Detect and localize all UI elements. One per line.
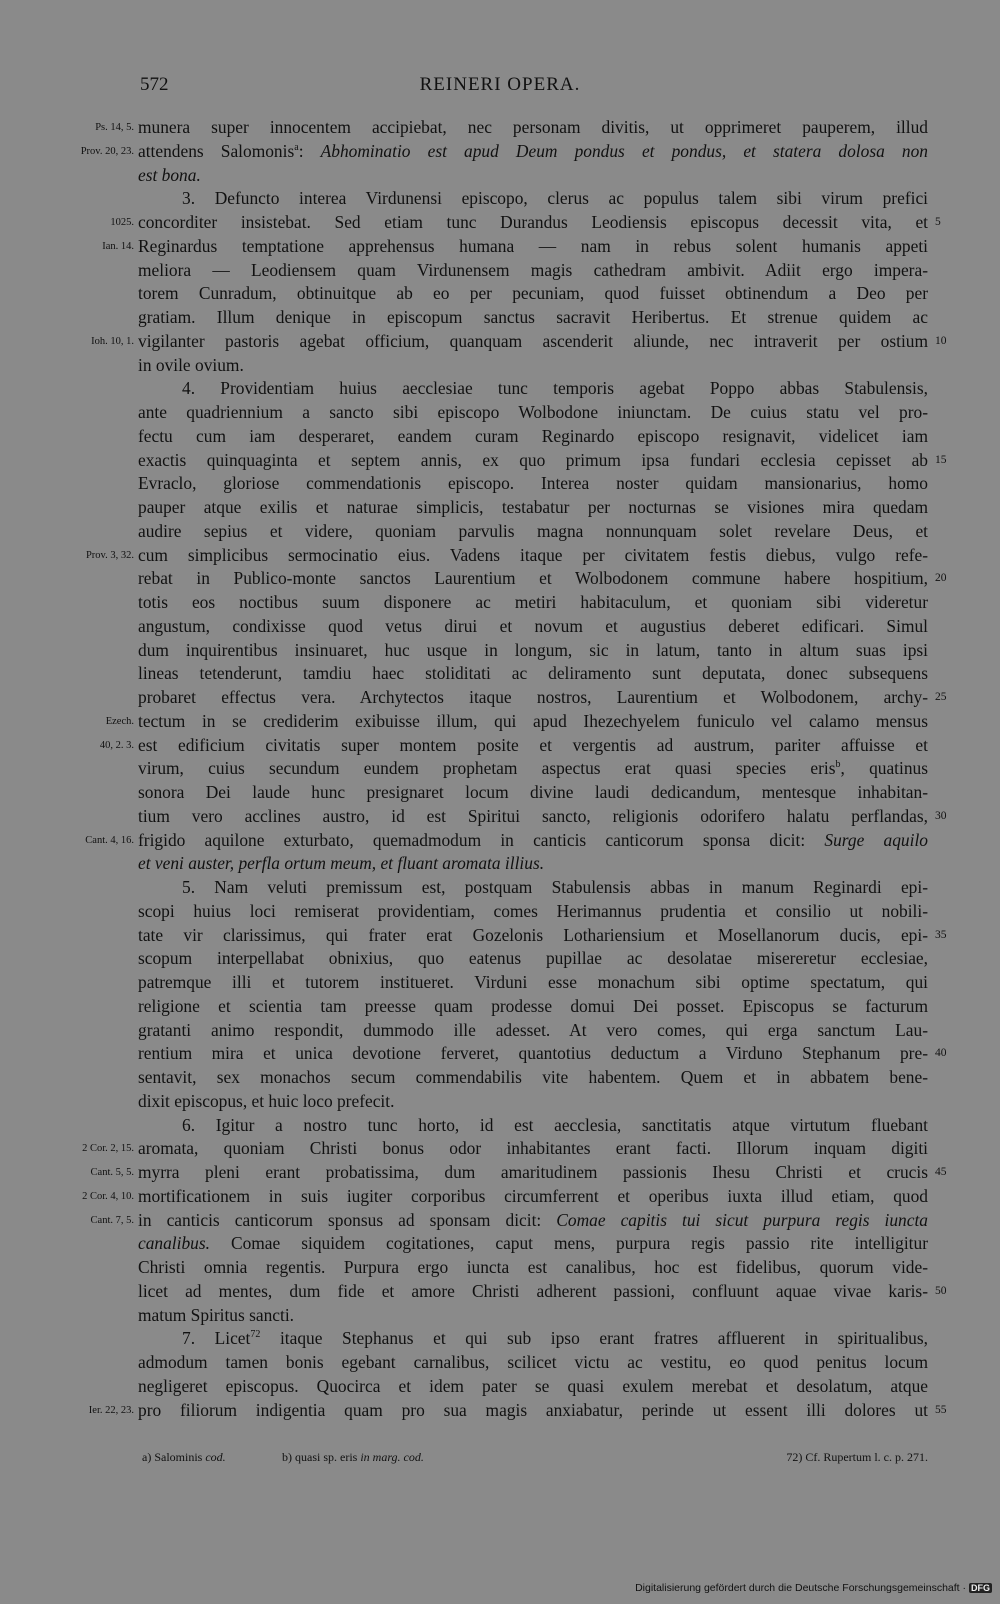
line-text bbox=[138, 520, 928, 544]
margin-citation: Ier. 22, 23. bbox=[88, 1404, 134, 1416]
line-text bbox=[182, 1114, 928, 1138]
text-segment: munera super innocentem accipiebat, nec personam divitis, ut opprimeret pauperem, illud bbox=[138, 117, 928, 137]
text-segment: audire sepius et videre, quoniam parvulis magna nonnunquam solet revelare Deus, et bbox=[138, 520, 928, 541]
text-line bbox=[0, 710, 1000, 734]
footnote-b: b) quasi sp. eris in marg. cod. bbox=[282, 1450, 424, 1464]
text-segment: negligeret episcopus. Quocirca et idem pater se quasi exulem merebat et desolatum, atque bbox=[138, 1375, 928, 1396]
text-line bbox=[0, 876, 1000, 900]
line-number: 15 bbox=[935, 453, 947, 466]
text-segment: fectu cum iam desperaret, eandem curam Reginardo episcopo resignavit, videlicet iam bbox=[138, 425, 928, 446]
line-text bbox=[138, 1066, 928, 1090]
text-line bbox=[0, 1375, 1000, 1399]
note-marker: b bbox=[835, 759, 841, 771]
line-text bbox=[138, 259, 928, 283]
text-segment: matum Spiritus sancti. bbox=[138, 1304, 295, 1325]
italic-quote: et veni auster, perfla ortum meum, et fluant aromata illius. bbox=[138, 853, 545, 874]
text-segment: licet ad mentes, dum fide et amore Christi adherent passioni, confluunt aquae vivae karis- bbox=[138, 1280, 928, 1301]
line-text bbox=[138, 805, 928, 829]
footnote-72: 72) Cf. Rupertum l. c. p. 271. bbox=[786, 1450, 928, 1464]
line-text bbox=[138, 164, 928, 188]
page-header bbox=[0, 74, 1000, 104]
digitization-footer bbox=[635, 1582, 992, 1594]
line-text bbox=[138, 544, 928, 568]
text-line bbox=[0, 1185, 1000, 1209]
note-marker: 72 bbox=[250, 1329, 261, 1341]
text-segment: angustum, condixisse quod vetus dirui et novum et augustius deberet edificari. Simul bbox=[138, 615, 928, 636]
line-text bbox=[138, 116, 928, 140]
text-segment: meliora — Leodiensem quam Virdunensem magis cathedram ambivit. Adiit ergo impera- bbox=[138, 259, 928, 280]
text-line bbox=[0, 211, 1000, 235]
text-segment: Reginardus temptatione apprehensus humana — nam in rebus solent humanis appeti bbox=[138, 235, 928, 256]
italic-quote: est bona. bbox=[138, 164, 201, 185]
line-text bbox=[138, 924, 928, 948]
line-text bbox=[182, 876, 928, 900]
text-line bbox=[0, 1066, 1000, 1090]
text-line bbox=[0, 282, 1000, 306]
text-segment: tate vir clarissimus, qui frater erat Gozelonis Lothariensium et Mosellanorum ducis, epi- bbox=[138, 924, 928, 945]
text-line bbox=[0, 116, 1000, 140]
line-text bbox=[138, 354, 928, 378]
text-line bbox=[0, 900, 1000, 924]
line-text bbox=[138, 662, 928, 686]
text-segment: sonora Dei laude hunc presignaret locum divine laudi dedicandum, mentesque inhabitan- bbox=[138, 782, 928, 802]
italic-quote: canalibus. bbox=[138, 1233, 210, 1254]
text-line bbox=[0, 662, 1000, 686]
text-line bbox=[0, 567, 1000, 591]
text-segment: rebat in Publico-monte sanctos Laurentium et Wolbodonem commune habere hospitium, bbox=[138, 568, 928, 589]
text-line bbox=[0, 449, 1000, 473]
note-marker: a bbox=[294, 141, 299, 153]
text-segment: exactis quinquaginta et septem annis, ex quo primum ipsa fundari ecclesia cepisset ab bbox=[138, 449, 928, 470]
line-text bbox=[138, 971, 928, 995]
text-segment: admodum tamen bonis egebant carnalibus, scilicet victu ac vestitu, eo quod penitus locum bbox=[138, 1352, 928, 1372]
text-segment: scopi huius loci remiserat providentiam, comes Herimannus prudentia et consilio ut nobili- bbox=[138, 900, 928, 921]
line-text bbox=[138, 330, 928, 354]
line-text bbox=[138, 947, 928, 971]
text-line bbox=[0, 187, 1000, 211]
margin-citation: 2 Cor. 2, 15. bbox=[82, 1143, 134, 1155]
text-line bbox=[0, 1399, 1000, 1423]
text-line bbox=[0, 140, 1000, 164]
text-segment: Comae siquidem cogitationes, caput mens, purpura regis passio rite intelligitur bbox=[209, 1233, 928, 1254]
line-number: 30 bbox=[935, 809, 947, 822]
line-text bbox=[138, 235, 928, 259]
text-segment: ante quadriennium a sancto sibi episcopo Wolbodone iniunctam. De cuius statu vel pro- bbox=[138, 402, 928, 422]
line-text bbox=[138, 1375, 928, 1399]
margin-citation: Ian. 14. bbox=[102, 240, 134, 252]
running-title: REINERI OPERA. bbox=[419, 74, 581, 95]
text-segment: Evraclo, gloriose commendationis episcopo. Interea noster quidam mansionarius, homo bbox=[138, 473, 928, 494]
line-text bbox=[138, 615, 928, 639]
text-line bbox=[0, 1042, 1000, 1066]
text-line bbox=[0, 1232, 1000, 1256]
line-text bbox=[138, 306, 928, 330]
margin-citation: Ioh. 10, 1. bbox=[91, 335, 134, 347]
text-segment: cum simplicibus sermocinatio eius. Vadens itaque per civitatem festis diebus, vulgo refe- bbox=[138, 544, 928, 565]
text-segment: vigilanter pastoris agebat officium, quanquam ascenderit aliunde, nec intraverit per ostium bbox=[138, 330, 928, 351]
text-segment: patremque illi et tutorem institueret. Virduni esse monachum sibi optime spectatum, qui bbox=[138, 972, 928, 992]
text-line bbox=[0, 354, 1000, 378]
line-text bbox=[138, 449, 928, 473]
text-line bbox=[0, 330, 1000, 354]
line-text bbox=[138, 472, 928, 496]
text-segment: est edificium civitatis super montem posite et vergentis ad austrum, pariter affuisse et bbox=[138, 734, 928, 755]
text-segment: torem Cunradum, obtinuitque ab eo per pecuniam, quod fuisset obtinendum a Deo per bbox=[138, 283, 928, 304]
text-segment: mortificationem in suis iugiter corporibus circumferrent et operibus iuxta illud etiam, quod bbox=[138, 1185, 928, 1206]
line-text bbox=[182, 187, 928, 211]
text-line bbox=[0, 829, 1000, 853]
margin-citation: Prov. 20, 23. bbox=[80, 145, 134, 157]
text-line bbox=[0, 805, 1000, 829]
text-segment: rentium mira et unica devotione ferveret, quantotius deductum a Virduno Stephanum pre- bbox=[138, 1043, 928, 1064]
line-text bbox=[138, 1042, 928, 1066]
text-segment: gratanti animo respondit, dummodo ille adesset. At vero comes, qui erga sanctum Lau- bbox=[138, 1019, 928, 1040]
text-segment: tectum in se crediderim exibuisse illum, qui apud Ihezechyelem funiculo vel calamo mensus bbox=[138, 710, 928, 731]
dfg-logo: DFG bbox=[971, 1583, 990, 1593]
line-text bbox=[138, 591, 928, 615]
line-text bbox=[138, 757, 928, 781]
text-line bbox=[0, 425, 1000, 449]
text-line bbox=[0, 852, 1000, 876]
line-text bbox=[138, 211, 928, 235]
text-segment: , quatinus bbox=[840, 758, 928, 779]
text-segment: dum inquirentibus insinuaret, huc usque in longum, sic in latum, tanto in altum suas ipsi bbox=[138, 639, 928, 660]
text-line bbox=[0, 924, 1000, 948]
line-text bbox=[138, 140, 928, 164]
line-text bbox=[138, 1399, 928, 1423]
line-text bbox=[138, 781, 928, 805]
text-segment: in ovile ovium. bbox=[138, 354, 244, 375]
line-text bbox=[138, 1351, 928, 1375]
line-text bbox=[138, 1185, 928, 1209]
line-text bbox=[138, 710, 928, 734]
text-segment: totis eos noctibus suum disponere ac metiri habitaculum, et quoniam sibi videretur bbox=[138, 592, 928, 612]
line-text bbox=[138, 734, 928, 758]
text-line bbox=[0, 235, 1000, 259]
margin-citation: Ezech. bbox=[105, 715, 134, 727]
text-line bbox=[0, 401, 1000, 425]
line-text bbox=[138, 567, 928, 591]
text-line bbox=[0, 496, 1000, 520]
text-line bbox=[0, 1280, 1000, 1304]
text-segment: tium vero acclines austro, id est Spiritui sancto, religionis odorifero halatu perflandas, bbox=[138, 805, 928, 826]
line-text bbox=[138, 1019, 928, 1043]
text-segment: frigido aquilone exturbato, quemadmodum in canticis canticorum sponsa dicit: bbox=[138, 829, 825, 850]
text-line bbox=[0, 781, 1000, 805]
text-line bbox=[0, 1114, 1000, 1138]
text-segment: gratiam. Illum denique in episcopum sanctus sacravit Heribertus. Et strenue quidem ac bbox=[138, 307, 928, 327]
line-text bbox=[138, 1304, 928, 1328]
text-segment: : bbox=[298, 140, 321, 161]
line-text bbox=[138, 829, 928, 853]
margin-citation: Prov. 3, 32. bbox=[85, 549, 134, 561]
line-number: 55 bbox=[935, 1403, 947, 1416]
line-text bbox=[138, 1280, 928, 1304]
margin-citation: 40, 2. 3. bbox=[99, 739, 134, 751]
text-line bbox=[0, 472, 1000, 496]
line-number: 50 bbox=[935, 1284, 947, 1297]
margin-citation: Cant. 7, 5. bbox=[90, 1214, 134, 1226]
italic-quote: Surge aquilo bbox=[824, 829, 928, 850]
text-segment: sentavit, sex monachos secum commendabilis vite habentem. Quem et in abbatem bene- bbox=[138, 1067, 928, 1087]
text-segment: religione et scientia tam preesse quam prodesse domui Dei posset. Episcopus se facturum bbox=[138, 995, 928, 1016]
line-text bbox=[138, 496, 928, 520]
text-segment: itaque Stephanus et qui sub ipso erant fratres affluerent in spiritualibus, bbox=[260, 1328, 928, 1349]
text-line bbox=[0, 1327, 1000, 1351]
text-line bbox=[0, 1256, 1000, 1280]
line-number: 5 bbox=[935, 216, 941, 228]
line-number: 35 bbox=[935, 928, 947, 941]
line-text bbox=[138, 282, 928, 306]
text-line bbox=[0, 259, 1000, 283]
line-text bbox=[182, 1327, 928, 1351]
text-line bbox=[0, 757, 1000, 781]
footnote-a: a) Salominis cod. bbox=[142, 1450, 226, 1464]
page-number: 572 bbox=[140, 74, 169, 95]
margin-citation: Cant. 4, 16. bbox=[85, 834, 134, 846]
text-line bbox=[0, 306, 1000, 330]
line-number: 25 bbox=[935, 691, 947, 703]
text-segment: lineas tetenderunt, tamdiu haec stoliditati ac deliramento sunt deputata, donec subsequens bbox=[138, 663, 928, 684]
text-body bbox=[0, 116, 1000, 1422]
line-text bbox=[138, 425, 928, 449]
text-segment: Christi omnia regentis. Purpura ergo iuncta est canalibus, hoc est fidelibus, quorum vide- bbox=[138, 1257, 928, 1277]
text-segment: attendens Salomonis bbox=[138, 140, 295, 161]
text-segment: concorditer insistebat. Sed etiam tunc Durandus Leodiensis episcopus decessit vita, et bbox=[138, 212, 928, 232]
text-line bbox=[0, 639, 1000, 663]
line-text bbox=[138, 1090, 928, 1114]
margin-citation: Cant. 5, 5. bbox=[90, 1167, 134, 1178]
text-line bbox=[0, 164, 1000, 188]
line-text bbox=[182, 377, 928, 401]
line-text bbox=[138, 1256, 928, 1280]
text-segment: in canticis canticorum sponsus ad sponsam dicit: bbox=[138, 1209, 557, 1230]
line-text bbox=[138, 900, 928, 924]
text-segment: 3. Defuncto interea Virdunensi episcopo, clerus ac populus talem sibi virum prefici bbox=[182, 188, 928, 209]
line-number: 10 bbox=[935, 334, 947, 347]
footer-text: Digitalisierung gefördert durch die Deutsche Forschungsgemeinschaft · bbox=[635, 1582, 966, 1594]
text-segment: scopum interpellabat obnixius, quo eatenus pupillae ac desolatae misereretur ecclesiae, bbox=[138, 948, 928, 969]
line-number: 45 bbox=[935, 1166, 947, 1178]
text-segment: 6. Igitur a nostro tunc horto, id est aecclesia, sanctitatis atque virtutum fluebant bbox=[182, 1114, 928, 1135]
text-segment: 4. Providentiam huius aecclesiae tunc temporis agebat Poppo abbas Stabulensis, bbox=[182, 378, 928, 399]
line-text bbox=[138, 852, 928, 876]
text-line bbox=[0, 686, 1000, 710]
text-segment: virum, cuius secundum eundem prophetam aspectus erat quasi species eris bbox=[138, 758, 836, 779]
footnotes bbox=[138, 1450, 928, 1470]
line-text bbox=[138, 1137, 928, 1161]
line-text bbox=[138, 686, 928, 710]
text-line bbox=[0, 520, 1000, 544]
text-line bbox=[0, 947, 1000, 971]
margin-citation: Ps. 14, 5. bbox=[95, 122, 134, 133]
line-text bbox=[138, 401, 928, 425]
text-line bbox=[0, 1137, 1000, 1161]
line-number: 20 bbox=[935, 572, 947, 585]
text-line bbox=[0, 1161, 1000, 1185]
line-text bbox=[138, 639, 928, 663]
text-line bbox=[0, 1304, 1000, 1328]
text-segment: 5. Nam veluti premissum est, postquam Stabulensis abbas in manum Reginardi epi- bbox=[182, 877, 928, 897]
text-line bbox=[0, 1019, 1000, 1043]
text-line bbox=[0, 1209, 1000, 1233]
text-line bbox=[0, 591, 1000, 615]
text-line bbox=[0, 544, 1000, 568]
text-segment: aromata, quoniam Christi bonus odor inhabitantes erant facti. Illorum inquam digiti bbox=[138, 1138, 928, 1159]
line-text bbox=[138, 1232, 928, 1256]
text-segment: pauper atque exilis et naturae simplicis, testabatur per nocturnas se visiones mira quedam bbox=[138, 497, 928, 517]
line-text bbox=[138, 1209, 928, 1233]
text-line bbox=[0, 734, 1000, 758]
margin-citation: 1025. bbox=[110, 217, 134, 228]
line-text bbox=[138, 1161, 928, 1185]
text-segment: probaret effectus vera. Archytectos itaque nostros, Laurentium et Wolbodonem, archy- bbox=[138, 687, 928, 707]
margin-citation: 2 Cor. 4, 10. bbox=[82, 1190, 134, 1202]
line-text bbox=[138, 995, 928, 1019]
text-line bbox=[0, 615, 1000, 639]
text-line bbox=[0, 971, 1000, 995]
text-line bbox=[0, 995, 1000, 1019]
line-number: 40 bbox=[935, 1047, 947, 1060]
text-segment: myrra pleni erant probatissima, dum amaritudinem passionis Ihesu Christi et crucis bbox=[138, 1162, 928, 1182]
text-line bbox=[0, 377, 1000, 401]
italic-quote: Comae capitis tui sicut purpura regis iuncta bbox=[556, 1209, 928, 1230]
text-line bbox=[0, 1090, 1000, 1114]
text-segment: dixit episcopus, et huic loco prefecit. bbox=[138, 1090, 395, 1111]
text-segment: pro filiorum indigentia quam pro sua magis anxiabatur, perinde ut essent illi dolores ut bbox=[138, 1399, 928, 1420]
italic-quote: Abhominatio est apud Deum pondus et pondus, et statera dolosa non bbox=[320, 140, 928, 161]
text-segment: 7. Licet bbox=[182, 1328, 251, 1349]
text-line bbox=[0, 1351, 1000, 1375]
